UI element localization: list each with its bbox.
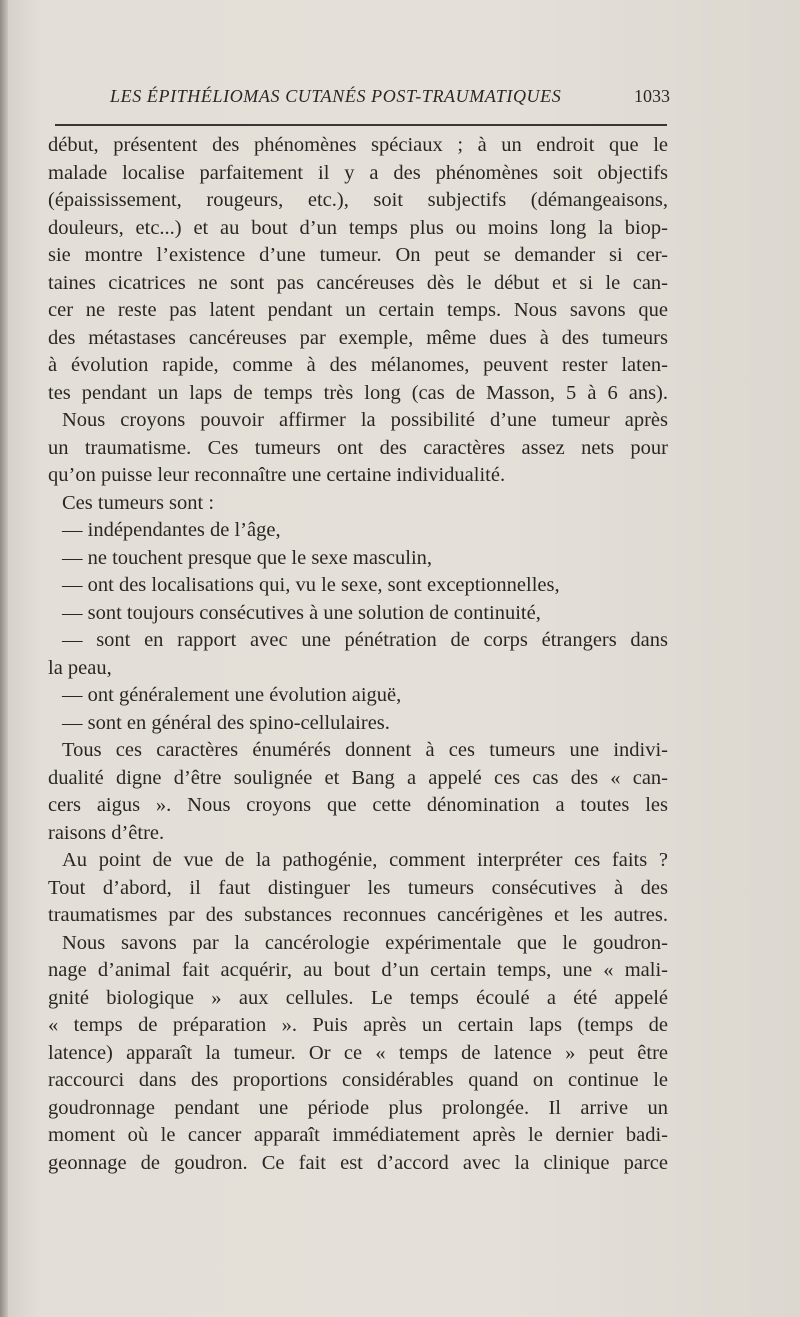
text-line: — ont généralement une évolution aiguë, bbox=[62, 684, 402, 706]
text-line: dualité digne d’être soulignée et Bang a appelé ces cas des « can- bbox=[48, 766, 668, 789]
text-line: sie montre l’existence d’une tumeur. On peut se demander si cer- bbox=[48, 244, 668, 266]
text-line: — sont en rapport avec une pénétration de corps étrangers dans bbox=[62, 629, 668, 651]
text-line: latence) apparaît la tumeur. Or ce « temps de latence » peut être bbox=[48, 1041, 668, 1064]
text-line: Ces tumeurs sont : bbox=[62, 491, 215, 514]
text-line: — sont toujours consécutives à une solution de continuité, bbox=[62, 601, 541, 624]
text-line: à évolution rapide, comme à des mélanomes, peuvent rester laten- bbox=[48, 354, 668, 376]
text-line: goudronnage pendant une période plus prolongée. Il arrive un bbox=[48, 1096, 668, 1119]
text-line: cer ne reste pas latent pendant un certain temps. Nous savons que bbox=[48, 299, 668, 321]
text-line: des métastases cancéreuses par exemple, même dues à des tumeurs bbox=[48, 326, 668, 349]
text-line: malade localise parfaitement il y a des phénomènes soit objectifs bbox=[48, 161, 668, 184]
text-line: Nous savons par la cancérologie expérimentale que le goudron- bbox=[62, 931, 668, 954]
running-head-title: LES ÉPITHÉLIOMAS CUTANÉS POST-TRAUMATIQUES bbox=[110, 86, 562, 106]
header-rule bbox=[55, 124, 667, 126]
text-line: taines cicatrices ne sont pas cancéreuses dès le début et si le can- bbox=[48, 271, 668, 294]
text-line: Au point de vue de la pathogénie, comment interpréter ces faits ? bbox=[62, 849, 668, 871]
text-line: — sont en général des spino-cellulaires. bbox=[62, 711, 390, 734]
text-line: début, présentent des phénomènes spéciaux ; à un endroit que le bbox=[48, 134, 668, 156]
page-number: 1033 bbox=[634, 86, 670, 106]
text-line: raisons d’être. bbox=[48, 821, 165, 844]
text-line: Tous ces caractères énumérés donnent à ces tumeurs une indivi- bbox=[62, 739, 668, 761]
text-line: (épaississement, rougeurs, etc.), soit subjectifs (démangeaisons, bbox=[48, 189, 668, 211]
text-line: traumatismes par des substances reconnues cancérigènes et les autres. bbox=[48, 904, 668, 926]
text-line: moment où le cancer apparaît immédiatement après le dernier badi- bbox=[48, 1124, 668, 1146]
text-line: raccourci dans des proportions considérables quand on continue le bbox=[48, 1069, 668, 1091]
text-line: — ont des localisations qui, vu le sexe, sont exceptionnelles, bbox=[62, 574, 560, 596]
text-line: geonnage de goudron. Ce fait est d’accord avec la clinique parce bbox=[48, 1151, 668, 1174]
text-line: « temps de préparation ». Puis après un certain laps (temps de bbox=[48, 1014, 668, 1036]
text-line: tes pendant un laps de temps très long (cas de Masson, 5 à 6 ans). bbox=[48, 381, 668, 404]
text-line: Nous croyons pouvoir affirmer la possibilité d’une tumeur après bbox=[62, 409, 668, 431]
text-line: un traumatisme. Ces tumeurs ont des caractères assez nets pour bbox=[48, 436, 668, 459]
text-line: la peau, bbox=[48, 656, 112, 679]
text-line: qu’on puisse leur reconnaître une certaine individualité. bbox=[48, 464, 506, 486]
running-head bbox=[48, 86, 670, 110]
text-line: cers aigus ». Nous croyons que cette dénomination a toutes les bbox=[48, 794, 668, 816]
body-text bbox=[48, 132, 668, 1177]
text-line: Tout d’abord, il faut distinguer les tumeurs consécutives à des bbox=[48, 876, 668, 899]
text-line: nage d’animal fait acquérir, au bout d’un certain temps, une « mali- bbox=[48, 959, 668, 981]
text-line: — indépendantes de l’âge, bbox=[62, 519, 281, 541]
text-line: — ne touchent presque que le sexe masculin, bbox=[62, 546, 433, 569]
text-line: gnité biologique » aux cellules. Le temps écoulé a été appelé bbox=[48, 986, 668, 1009]
text-line: douleurs, etc...) et au bout d’un temps plus ou moins long la biop- bbox=[48, 216, 668, 239]
page-edge-shadow bbox=[0, 0, 8, 1317]
